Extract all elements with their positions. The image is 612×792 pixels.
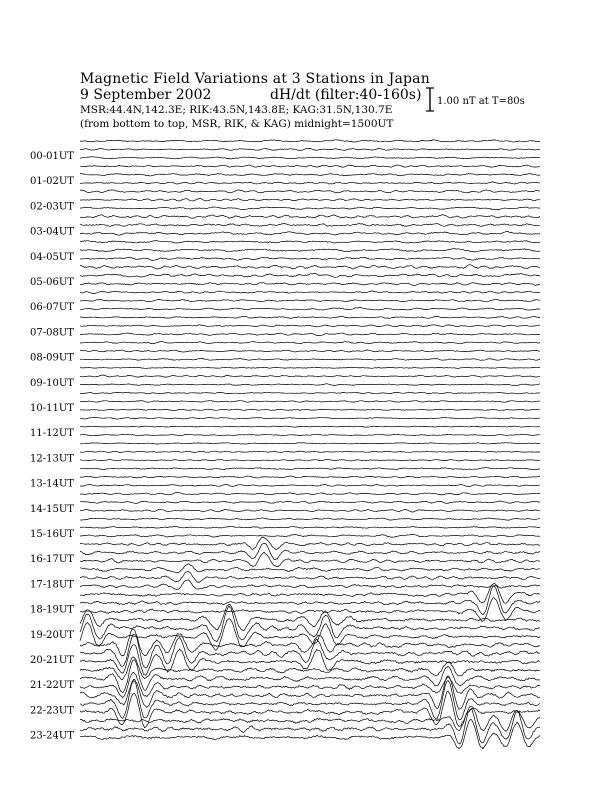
trace-rik	[80, 350, 540, 352]
hour-label: 16-17UT	[30, 554, 74, 566]
trace-msr	[80, 358, 540, 360]
trace-rik	[80, 451, 540, 453]
trace-kag	[80, 518, 540, 520]
hour-label: 07-08UT	[30, 327, 74, 339]
trace-kag	[80, 316, 540, 318]
hour-label: 09-10UT	[30, 377, 74, 389]
hour-label: 22-23UT	[30, 705, 74, 717]
hour-label: 13-14UT	[30, 478, 74, 490]
hour-label: 19-20UT	[30, 629, 74, 641]
trace-msr	[80, 182, 540, 184]
hour-label: 06-07UT	[30, 302, 74, 314]
hour-label: 01-02UT	[30, 176, 74, 188]
trace-kag	[80, 140, 540, 142]
trace-rik	[80, 148, 540, 150]
trace-msr	[80, 580, 540, 590]
chart-quantity: dH/dt (filter:40-160s)	[270, 87, 422, 103]
trace-msr	[80, 719, 540, 749]
scale-bar-label: 1.00 nT at T=80s	[437, 96, 525, 107]
trace-kag	[80, 604, 540, 630]
trace-msr	[80, 307, 540, 310]
trace-kag	[80, 392, 540, 394]
trace-rik	[80, 325, 540, 327]
trace-kag	[80, 342, 540, 344]
hour-label: 18-19UT	[30, 604, 74, 616]
trace-msr	[80, 552, 540, 566]
trace-msr	[80, 257, 540, 260]
trace-msr	[80, 283, 540, 286]
trace-msr	[80, 333, 540, 336]
trace-kag	[80, 265, 540, 269]
scale-bar	[426, 88, 434, 111]
trace-kag	[80, 190, 540, 193]
trace-rik	[80, 224, 540, 227]
trace-kag	[80, 240, 540, 243]
station-coordinates: MSR:44.4N,142.3E; RIK:43.5N,143.8E; KAG:31.5N,130.7E	[80, 104, 393, 116]
trace-msr	[80, 231, 540, 235]
trace-kag	[80, 367, 540, 368]
trace-rik	[80, 299, 540, 302]
trace-msr	[80, 672, 540, 697]
trace-msr	[80, 509, 540, 512]
trace-kag	[80, 215, 540, 219]
hour-label: 02-03UT	[30, 201, 74, 213]
trace-msr	[80, 384, 540, 386]
hour-label: 10-11UT	[30, 403, 74, 414]
trace-kag	[80, 564, 540, 573]
trace-msr	[80, 434, 540, 436]
trace-rik	[80, 526, 540, 528]
hour-label: 04-05UT	[30, 251, 74, 263]
trace-msr	[80, 534, 540, 537]
trace-rik	[80, 375, 540, 377]
trace-msr	[80, 645, 540, 676]
trace-rik	[80, 198, 540, 201]
trace-kag	[80, 165, 540, 167]
trace-kag	[80, 417, 540, 419]
trace-msr	[80, 484, 540, 486]
hour-label: 03-04UT	[30, 226, 74, 238]
hour-label: 20-21UT	[30, 655, 74, 666]
trace-rik	[80, 273, 540, 277]
station-order-note: (from bottom to top, MSR, RIK, & KAG) midnight=1500UT	[80, 118, 394, 130]
hour-label: 12-13UT	[30, 453, 74, 465]
trace-rik	[80, 660, 540, 693]
trace-rik	[80, 401, 540, 403]
hour-label: 17-18UT	[30, 579, 74, 591]
hour-label: 00-01UT	[30, 151, 74, 162]
trace-kag	[80, 676, 540, 710]
trace-kag	[80, 443, 540, 445]
trace-msr	[80, 157, 540, 159]
hour-label: 15-16UT	[30, 529, 74, 540]
trace-kag	[80, 492, 540, 495]
hour-label: 08-09UT	[30, 352, 74, 364]
trace-kag	[80, 468, 540, 470]
trace-rik	[80, 544, 540, 560]
trace-rik	[80, 249, 540, 252]
trace-rik	[80, 572, 540, 583]
trace-rik	[80, 426, 540, 427]
chart-title: Magnetic Field Variations at 3 Stations in Japan	[80, 71, 430, 87]
trace-msr	[80, 207, 540, 210]
chart-date: 9 September 2002	[80, 87, 212, 103]
trace-rik	[80, 174, 540, 177]
trace-msr	[80, 460, 540, 462]
trace-rik	[80, 710, 540, 745]
trace-msr	[80, 409, 540, 411]
hour-label: 11-12UT	[30, 428, 74, 440]
trace-rik	[80, 501, 540, 504]
trace-rik	[80, 681, 540, 720]
hour-label: 21-22UT	[30, 680, 74, 692]
trace-kag	[80, 629, 540, 656]
hour-label: 14-15UT	[30, 503, 74, 515]
hour-label: 23-24UT	[30, 730, 74, 742]
trace-rik	[80, 476, 540, 478]
trace-kag	[80, 537, 540, 549]
hour-label: 05-06UT	[30, 277, 74, 288]
trace-kag	[80, 291, 540, 294]
